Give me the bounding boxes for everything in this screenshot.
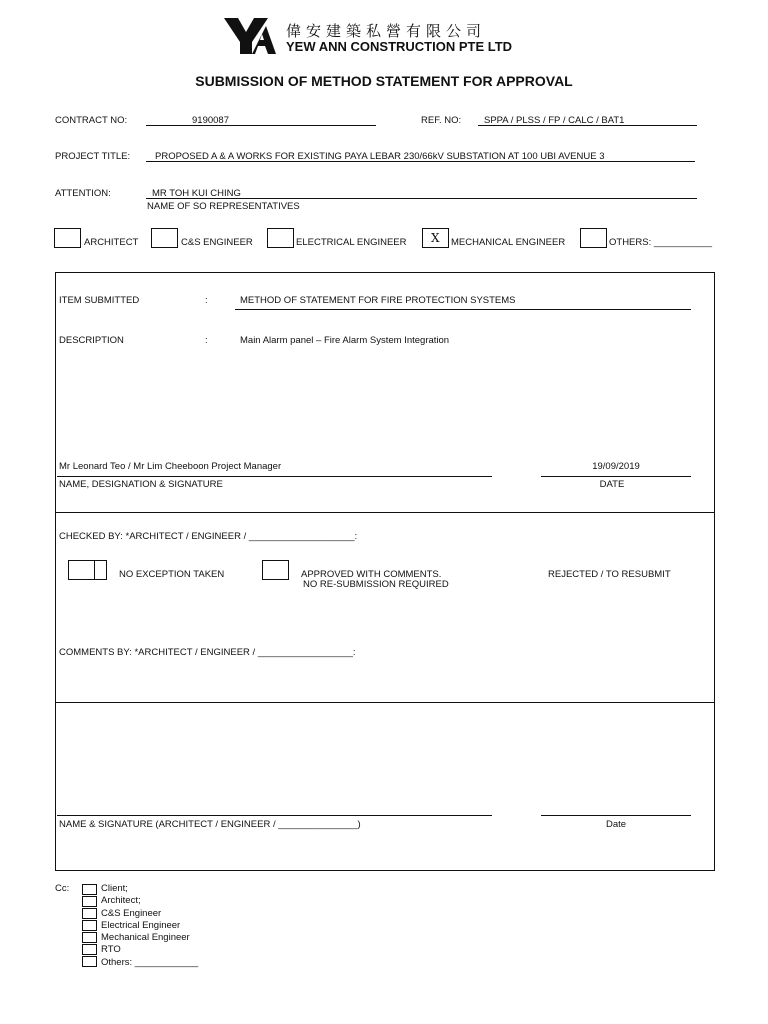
description-value: Main Alarm panel – Fire Alarm System Integration xyxy=(240,335,450,346)
cc-others-label: Others: ____________ xyxy=(101,957,199,968)
item-submitted-underline xyxy=(235,309,691,310)
submit-date: 19/09/2019 xyxy=(592,461,640,472)
submit-date-label: DATE xyxy=(599,479,625,490)
cc-client-label: Client; xyxy=(101,883,128,894)
attention-value: MR TOH KUI CHING xyxy=(152,188,241,199)
description-colon: : xyxy=(205,335,208,346)
cc-client-checkbox[interactable] xyxy=(82,884,97,895)
signoff-name-underline xyxy=(57,815,492,816)
cs-engineer-label: C&S ENGINEER xyxy=(181,237,253,248)
cc-mechanical-engineer-label: Mechanical Engineer xyxy=(101,932,190,943)
approved-with-comments-checkbox[interactable] xyxy=(262,560,289,580)
mechanical-engineer-checkbox[interactable] xyxy=(422,228,449,248)
contract-no-label: CONTRACT NO: xyxy=(55,115,128,126)
project-title-underline xyxy=(146,161,695,162)
electrical-engineer-checkbox[interactable] xyxy=(267,228,294,248)
cc-mechanical-engineer-checkbox[interactable] xyxy=(82,932,97,943)
ref-no-value: SPPA / PLSS / FP / CALC / BAT1 xyxy=(484,115,625,126)
others-checkbox[interactable] xyxy=(580,228,607,248)
contract-no-value: 9190087 xyxy=(192,115,229,126)
signoff-date-label: Date xyxy=(605,819,627,830)
signoff-name-label: NAME & SIGNATURE (ARCHITECT / ENGINEER / _______________) xyxy=(59,819,361,830)
electrical-engineer-label: ELECTRICAL ENGINEER xyxy=(296,237,407,248)
cc-architect-label: Architect; xyxy=(101,895,141,906)
form-title: SUBMISSION OF METHOD STATEMENT FOR APPROVAL xyxy=(195,73,573,89)
cc-architect-checkbox[interactable] xyxy=(82,896,97,907)
item-submitted-value: METHOD OF STATEMENT FOR FIRE PROTECTION SYSTEMS xyxy=(240,295,516,306)
contract-no-underline xyxy=(146,125,376,126)
cc-cs-engineer-label: C&S Engineer xyxy=(101,908,162,919)
ref-no-label: REF. NO: xyxy=(421,115,462,126)
attention-label: ATTENTION: xyxy=(55,188,111,199)
checked-by-line: CHECKED BY: *ARCHITECT / ENGINEER / ____________________: xyxy=(59,531,358,542)
no-exception-label: NO EXCEPTION TAKEN xyxy=(119,569,225,580)
item-submitted-colon: : xyxy=(205,295,208,306)
mechanical-engineer-label: MECHANICAL ENGINEER xyxy=(451,237,566,248)
company-name-english: YEW ANN CONSTRUCTION PTE LTD xyxy=(286,39,513,54)
rejected-label: REJECTED / TO RESUBMIT xyxy=(548,569,671,580)
architect-label: ARCHITECT xyxy=(84,237,139,248)
submitter-label: NAME, DESIGNATION & SIGNATURE xyxy=(59,479,223,490)
approved-with-comments-label: APPROVED WITH COMMENTS. xyxy=(301,569,442,580)
comments-by-line: COMMENTS BY: *ARCHITECT / ENGINEER / __________________: xyxy=(59,647,356,658)
no-resubmission-label: NO RE-SUBMISSION REQUIRED xyxy=(303,579,449,590)
cc-rto-checkbox[interactable] xyxy=(82,944,97,955)
submit-date-underline xyxy=(541,476,691,477)
project-title-value: PROPOSED A & A WORKS FOR EXISTING PAYA LEBAR 230/66kV SUBSTATION AT 100 UBI AVENUE 3 xyxy=(155,151,605,162)
company-name-chinese: 偉安建築私營有限公司 xyxy=(286,22,487,40)
signoff-date-underline xyxy=(541,815,691,816)
cc-others-checkbox[interactable] xyxy=(82,956,97,967)
cc-electrical-engineer-checkbox[interactable] xyxy=(82,920,97,931)
cs-engineer-checkbox[interactable] xyxy=(151,228,178,248)
description-label: DESCRIPTION xyxy=(59,335,124,346)
submitter-name: Mr Leonard Teo / Mr Lim Cheeboon Project Manager xyxy=(59,461,282,472)
architect-checkbox[interactable] xyxy=(54,228,81,248)
attention-underline xyxy=(146,198,697,199)
section-divider-review xyxy=(55,512,715,513)
no-exception-checkbox[interactable] xyxy=(68,560,107,580)
check-mark-icon: X xyxy=(431,231,440,245)
cc-cs-engineer-checkbox[interactable] xyxy=(82,908,97,919)
project-title-label: PROJECT TITLE: xyxy=(55,151,131,162)
checkbox-divider xyxy=(94,561,95,579)
attention-sublabel: NAME OF SO REPRESENTATIVES xyxy=(147,201,300,212)
submitter-underline xyxy=(57,476,492,477)
company-logo-icon xyxy=(222,16,278,56)
cc-label: Cc: xyxy=(55,883,70,894)
cc-electrical-engineer-label: Electrical Engineer xyxy=(101,920,181,931)
section-divider-signoff xyxy=(55,702,715,703)
cc-rto-label: RTO xyxy=(101,944,121,955)
others-label: OTHERS: ___________ xyxy=(609,237,712,248)
item-submitted-label: ITEM SUBMITTED xyxy=(59,295,140,306)
ref-no-underline xyxy=(478,125,697,126)
